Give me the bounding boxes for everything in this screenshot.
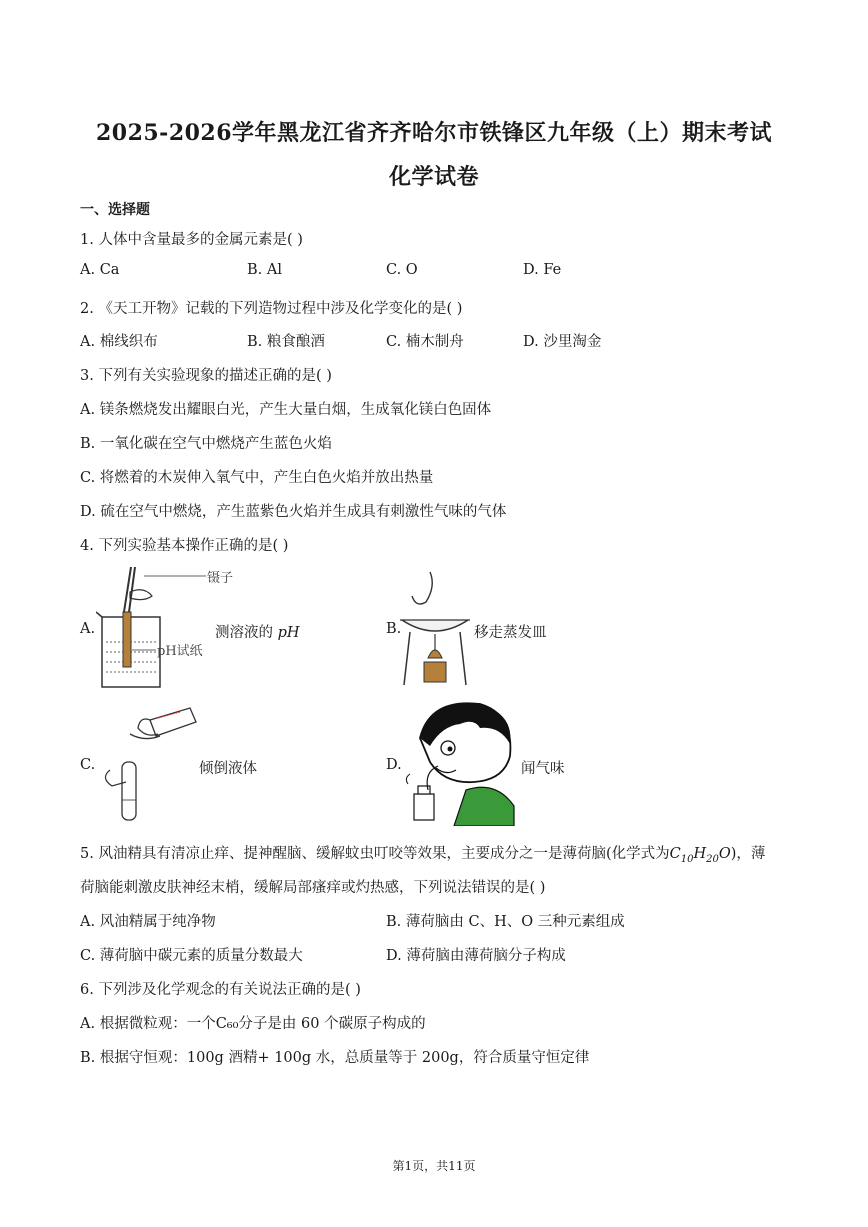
q1-option-d: D. Fe xyxy=(523,262,562,278)
q4-option-d-letter: D. xyxy=(386,757,402,773)
q4-option-c-text: 倾倒液体 xyxy=(199,761,257,777)
q4-option-d-text: 闻气味 xyxy=(521,761,565,777)
q1-stem: 1. 人体中含量最多的金属元素是( ) xyxy=(80,232,303,248)
pour-liquid-figure xyxy=(100,700,200,825)
q4-option-a-letter: A. xyxy=(80,621,96,637)
label-ph-paper: pH试纸 xyxy=(157,644,203,659)
q2-option-a: A. 棉线织布 xyxy=(80,334,158,350)
q2-option-d: D. 沙里淘金 xyxy=(523,334,602,350)
q5-option-a: A. 风油精属于纯净物 xyxy=(80,914,216,930)
q4-option-c-letter: C. xyxy=(80,757,96,773)
q5-stem-line2: 荷脑能刺激皮肤神经末梢，缓解局部瘙痒或灼热感，下列说法错误的是( ) xyxy=(80,880,546,896)
exam-title-line2: 化学试卷 xyxy=(388,164,479,190)
q6-option-b: B. 根据守恒观：100g 酒精+ 100g 水，总质量等于 200g，符合质量守恒定律 xyxy=(80,1050,590,1066)
exam-title-line1: 2025-2026学年黑龙江省齐齐哈尔市铁锋区九年级（上）期末考试 xyxy=(95,120,773,146)
label-tweezers: 镊子 xyxy=(207,571,234,586)
q3-option-c: C. 将燃着的木炭伸入氧气中，产生白色火焰并放出热量 xyxy=(80,470,434,486)
q6-stem: 6. 下列涉及化学观念的有关说法正确的是( ) xyxy=(80,982,361,998)
q2-option-c: C. 楠木制舟 xyxy=(386,334,464,350)
q5-stem-line1: 5. 风油精具有清凉止痒、提神醒脑、缓解蚊虫叮咬等效果，主要成分之一是薄荷脑(化学式为$C_{10}H_{20}O$)，薄 xyxy=(80,846,766,865)
q4-option-b-text: 移走蒸发皿 xyxy=(474,625,547,641)
section-heading: 一、选择题 xyxy=(80,202,150,218)
q3-stem: 3. 下列有关实验现象的描述正确的是( ) xyxy=(80,368,332,384)
q3-option-a: A. 镁条燃烧发出耀眼白光，产生大量白烟，生成氧化镁白色固体 xyxy=(80,402,492,418)
evaporating-dish-figure xyxy=(400,570,470,690)
page-footer: 第1页，共11页 xyxy=(392,1159,476,1173)
q4-option-b-letter: B. xyxy=(386,621,402,637)
q5-option-c: C. 薄荷脑中碳元素的质量分数最大 xyxy=(80,948,303,964)
smell-gas-figure xyxy=(400,698,518,826)
q2-stem: 2. 《天工开物》记载的下列造物过程中涉及化学变化的是( ) xyxy=(80,301,463,317)
q3-option-b: B. 一氧化碳在空气中燃烧产生蓝色火焰 xyxy=(80,436,332,452)
q4-option-a-text: 测溶液的 pH xyxy=(215,625,300,641)
q1-option-b: B. Al xyxy=(247,262,282,278)
q5-option-b: B. 薄荷脑由 C、H、O 三种元素组成 xyxy=(386,914,625,930)
q5-option-d: D. 薄荷脑由薄荷脑分子构成 xyxy=(386,948,566,964)
q2-option-b: B. 粮食酿酒 xyxy=(247,334,325,350)
q3-option-d: D. 硫在空气中燃烧，产生蓝紫色火焰并生成具有刺激性气味的气体 xyxy=(80,504,507,520)
q1-option-a: A. Ca xyxy=(80,262,120,278)
q4-stem: 4. 下列实验基本操作正确的是( ) xyxy=(80,538,289,554)
q1-option-c: C. O xyxy=(386,262,418,278)
q6-option-a: A. 根据微粒观：一个C₆₀分子是由 60 个碳原子构成的 xyxy=(80,1016,426,1032)
